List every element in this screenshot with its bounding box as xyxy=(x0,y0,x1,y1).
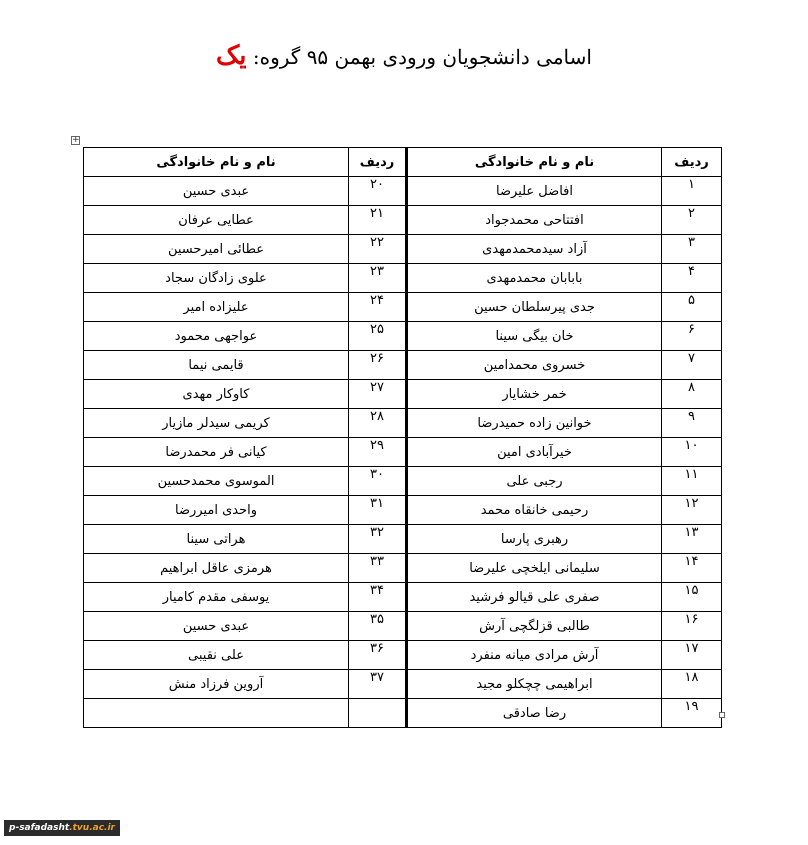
row-number-left: ۳۰ xyxy=(349,467,407,496)
row-number-left: ۳۱ xyxy=(349,496,407,525)
table-row xyxy=(84,670,722,699)
row-number-left: ۲۲ xyxy=(349,235,407,264)
row-number-left: ۳۳ xyxy=(349,554,407,583)
student-roster-table xyxy=(83,147,722,728)
student-name-left: عطائی امیرحسین xyxy=(84,235,349,264)
row-number-right: ۵ xyxy=(662,293,722,322)
student-name-right: خان بیگی سینا xyxy=(407,322,662,351)
student-name-left: علیزاده امیر xyxy=(84,293,349,322)
table-row xyxy=(84,554,722,583)
student-name-right: خوانین زاده حمیدرضا xyxy=(407,409,662,438)
student-name-right: رهبری پارسا xyxy=(407,525,662,554)
row-number-right: ۶ xyxy=(662,322,722,351)
row-number-left: ۳۶ xyxy=(349,641,407,670)
student-name-left: یوسفی مقدم کامیار xyxy=(84,583,349,612)
student-name-left: عواجهی محمود xyxy=(84,322,349,351)
row-number-right: ۱۹ xyxy=(662,699,722,728)
row-number-right: ۳ xyxy=(662,235,722,264)
row-number-right: ۹ xyxy=(662,409,722,438)
student-name-left: الموسوی محمدحسین xyxy=(84,467,349,496)
table-row xyxy=(84,612,722,641)
student-name-left: آروین فرزاد منش xyxy=(84,670,349,699)
table-row xyxy=(84,641,722,670)
student-name-right: صفری علی قیالو فرشید xyxy=(407,583,662,612)
student-name-right: خسروی محمدامین xyxy=(407,351,662,380)
row-number-left: ۲۹ xyxy=(349,438,407,467)
table-move-handle-icon[interactable]: + xyxy=(72,135,80,145)
student-name-left: علوی زادگان سجاد xyxy=(84,264,349,293)
student-name-right: طالبی قزلگچی آرش xyxy=(407,612,662,641)
title-text: اسامی دانشجویان ورودی بهمن ۹۵ گروه: xyxy=(252,45,592,69)
table-row xyxy=(84,467,722,496)
row-number-left: ۳۴ xyxy=(349,583,407,612)
title-group-name: یک xyxy=(216,41,247,71)
header-row-number-right: ردیف xyxy=(662,148,722,177)
row-number-right: ۷ xyxy=(662,351,722,380)
student-name-right: رحیمی خانقاه محمد xyxy=(407,496,662,525)
table-row xyxy=(84,206,722,235)
table-row xyxy=(84,293,722,322)
header-row-number-left: ردیف xyxy=(349,148,407,177)
row-number-left: ۲۶ xyxy=(349,351,407,380)
row-number-right: ۱۲ xyxy=(662,496,722,525)
row-number-right: ۲ xyxy=(662,206,722,235)
student-name-right: خمر خشایار xyxy=(407,380,662,409)
table-row xyxy=(84,496,722,525)
student-name-right: افتتاحی محمدجواد xyxy=(407,206,662,235)
table-row xyxy=(84,235,722,264)
table-row xyxy=(84,351,722,380)
row-number-right: ۱۰ xyxy=(662,438,722,467)
table-header-row xyxy=(84,148,722,177)
student-name-right: رجبی علی xyxy=(407,467,662,496)
row-number-right: ۱۷ xyxy=(662,641,722,670)
row-number-right: ۱۳ xyxy=(662,525,722,554)
page-title xyxy=(200,34,608,78)
student-name-left xyxy=(84,699,349,728)
table-row xyxy=(84,322,722,351)
student-name-right: افاضل علیرضا xyxy=(407,177,662,206)
student-name-left: واحدی امیررضا xyxy=(84,496,349,525)
table-row xyxy=(84,525,722,554)
student-name-left: قایمی نیما xyxy=(84,351,349,380)
student-name-right: آرش مرادی میانه منفرد xyxy=(407,641,662,670)
row-number-left: ۳۷ xyxy=(349,670,407,699)
table-resize-handle-icon[interactable] xyxy=(719,712,725,718)
table-row xyxy=(84,177,722,206)
student-name-right: خیرآبادی امین xyxy=(407,438,662,467)
row-number-left: ۲۱ xyxy=(349,206,407,235)
row-number-right: ۸ xyxy=(662,380,722,409)
student-name-left: عبدی حسین xyxy=(84,612,349,641)
row-number-left: ۳۵ xyxy=(349,612,407,641)
row-number-left: ۲۵ xyxy=(349,322,407,351)
table-row xyxy=(84,409,722,438)
row-number-right: ۴ xyxy=(662,264,722,293)
row-number-left: ۲۸ xyxy=(349,409,407,438)
row-number-left: ۳۲ xyxy=(349,525,407,554)
table-row xyxy=(84,264,722,293)
student-name-right: بابابان محمدمهدی xyxy=(407,264,662,293)
student-name-right: ابراهیمی چچکلو مجید xyxy=(407,670,662,699)
student-name-right: آزاد سیدمحمدمهدی xyxy=(407,235,662,264)
row-number-left: ۲۳ xyxy=(349,264,407,293)
student-name-right: رضا صادقی xyxy=(407,699,662,728)
table-row xyxy=(84,583,722,612)
row-number-left: ۲۷ xyxy=(349,380,407,409)
table-row xyxy=(84,438,722,467)
row-number-right: ۱۶ xyxy=(662,612,722,641)
student-name-left: علی نقیبی xyxy=(84,641,349,670)
student-name-right: سلیمانی ایلخچی علیرضا xyxy=(407,554,662,583)
table-row xyxy=(84,699,722,728)
student-name-left: عطایی عرفان xyxy=(84,206,349,235)
site-watermark: p-safadasht.tvu.ac.ir xyxy=(4,820,120,836)
student-name-left: عبدی حسین xyxy=(84,177,349,206)
row-number-right: ۱۱ xyxy=(662,467,722,496)
student-name-left: کریمی سیدلر مازیار xyxy=(84,409,349,438)
student-name-right: جدی پیرسلطان حسین xyxy=(407,293,662,322)
row-number-left: ۲۴ xyxy=(349,293,407,322)
student-name-left: هراتی سینا xyxy=(84,525,349,554)
row-number-left: ۲۰ xyxy=(349,177,407,206)
row-number-right: ۱۵ xyxy=(662,583,722,612)
row-number-right: ۱۸ xyxy=(662,670,722,699)
header-full-name-right: نام و نام خانوادگی xyxy=(407,148,662,177)
student-name-left: کیانی فر محمدرضا xyxy=(84,438,349,467)
header-full-name-left: نام و نام خانوادگی xyxy=(84,148,349,177)
row-number-left xyxy=(349,699,407,728)
student-name-left: هرمزی عاقل ابراهیم xyxy=(84,554,349,583)
row-number-right: ۱ xyxy=(662,177,722,206)
table-row xyxy=(84,380,722,409)
row-number-right: ۱۴ xyxy=(662,554,722,583)
student-name-left: کاوکار مهدی xyxy=(84,380,349,409)
